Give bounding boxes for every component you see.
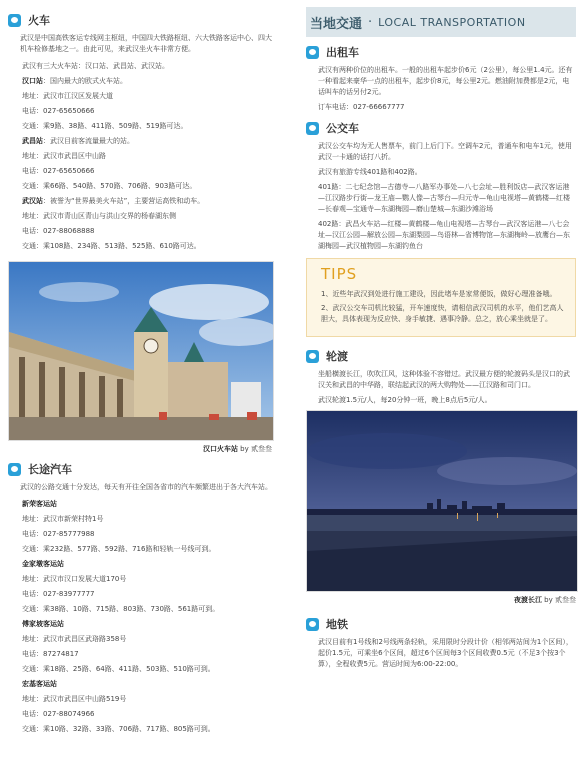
banner-separator: · <box>368 14 373 30</box>
station-illustration <box>9 262 273 440</box>
taxi-fares: 武汉有两种价位的出租车。一般的出租车起步价6元（2公里），每公里1.4元。还有一种看起来豪华一点的出租车，起步价8元，每公里2元。燃油附加费都是2元，电话叫车的话另付2元。 <box>318 66 573 96</box>
wuchang-station <box>8 134 272 149</box>
bullet-icon <box>306 618 319 631</box>
wuhan-desc: ：被誉为“世界最美火车站”，主要营运高铁和动车。 <box>43 197 205 205</box>
caption-author: by 贰叁叁 <box>541 596 576 604</box>
bullet-icon <box>306 46 319 59</box>
bullet-icon <box>8 463 21 476</box>
coach-station-phone: 电话：027-85777988 <box>22 530 95 538</box>
coach-station-transit: 交通：乘18路、25路、64路、411路、503路、510路可到。 <box>22 665 215 673</box>
coach-station-address: 地址：武汉市武昌区中山路519号 <box>22 695 127 703</box>
river-illustration <box>307 411 577 591</box>
banner-title-zh: 当地交通 <box>310 16 363 32</box>
taxi-title: 出租车 <box>326 46 359 59</box>
bus-tour-lines: 武汉有旅游专线401路和402路。 <box>318 168 422 176</box>
ferry-section-header <box>306 347 576 365</box>
bus-section-header <box>306 119 576 137</box>
wuchang-phone: 电话：027-65650666 <box>22 167 95 175</box>
taxi-phone: 订车电话：027-66667777 <box>318 103 405 111</box>
wuchang-desc: ：武汉目前客流量最大的站。 <box>43 137 134 145</box>
coach-station-transit: 交通：乘10路、32路、33路、706路、717路、805路可到。 <box>22 725 215 733</box>
coach-section-header <box>8 460 272 478</box>
ferry-title: 轮渡 <box>326 350 348 363</box>
wuchang-name: 武昌站 <box>22 137 43 145</box>
hankou-station <box>8 74 272 89</box>
wuchang-transit: 交通：乘66路、540路、570路、706路、903路可达。 <box>22 182 197 190</box>
taxi-section-header <box>306 43 576 61</box>
bullet-icon <box>306 350 319 363</box>
caption-title: 汉口火车站 <box>202 445 238 453</box>
hankou-transit: 交通：乘9路、38路、411路、509路、519路可达。 <box>22 122 188 130</box>
caption-author: by 贰叁叁 <box>237 445 272 453</box>
coach-station-phone: 电话：87274817 <box>22 650 79 658</box>
bus-route-402: 402路：武昌火车站—红楼—黄鹤楼—龟山电视塔—古琴台—武汉客运港—八七会址—汉江公园—解放公园—东湖梨园—鸟语林—省博物馆—东湖梅岭—放鹰台—东湖梅园—武汉植物园—东湖钓鱼台 <box>318 220 570 250</box>
tips-item: 2、武汉公交车司机比较猛，开车速度快，请相信武汉司机的水平，他们艺高人胆大，具体表现为反应快、身手敏捷、遇事冷静。总之，放心乘坐就是了。 <box>321 304 564 323</box>
train-intro: 武汉是中国高铁客运专线网主枢纽，中国四大铁路枢纽、六大铁路客运中心、四大机车检修基地之一。由此可见，来武汉坐火车非常方便。 <box>20 34 272 53</box>
coach-station-phone: 电话：027-83977777 <box>22 590 95 598</box>
ferry-fare: 武汉轮渡1.5元/人，每20分钟一班，晚上8点后5元/人。 <box>318 396 492 404</box>
coach-station-address: 地址：武汉市武昌区武珞路358号 <box>22 635 127 643</box>
coach-station-address: 地址：武汉市新荣村特1号 <box>22 515 104 523</box>
section-banner <box>306 7 576 37</box>
train-section-header <box>8 11 272 29</box>
coach-intro: 武汉的公路交通十分发达，每天有开往全国各省市的汽车频繁进出于各大汽车站。 <box>20 483 272 491</box>
hankou-name: 汉口站 <box>22 77 43 85</box>
tips-box <box>306 258 576 337</box>
coach-station-transit: 交通：乘38路、10路、715路、803路、730路、561路可到。 <box>22 605 220 613</box>
hankou-address: 地址：武汉市江汉区发展大道 <box>22 92 113 100</box>
bus-route-401: 401路：二七纪念馆—古德寺—八路军办事处—八七会址—胜利饭店—武汉客运港—江汉路步行街—龙王庙—鹦人像—古琴台—归元寺—龟山电视塔—黄鹤楼—红楼—长春观—宝通寺—东湖梅园—磨山楚城—东湖沙滩浴场 <box>318 183 570 213</box>
caption-title: 夜渡长江 <box>513 596 542 604</box>
bus-title: 公交车 <box>326 122 359 135</box>
bullet-icon <box>306 122 319 135</box>
hankou-phone: 电话：027-65650666 <box>22 107 95 115</box>
coach-station-name: 金家墩客运站 <box>22 560 64 568</box>
wuhan-station <box>8 194 272 209</box>
right-column <box>306 0 576 674</box>
wuchang-address: 地址：武汉市武昌区中山路 <box>22 152 106 160</box>
wuhan-address: 地址：武汉市青山区青山与洪山交界的杨春湖东侧 <box>22 212 176 220</box>
tips-item: 1、近些年武汉到处进行施工建设，因此堵车是家常便饭，做好心理准备哦。 <box>321 290 557 298</box>
hankou-photo-caption <box>8 444 272 454</box>
left-column <box>8 0 272 737</box>
coach-station-name: 新荣客运站 <box>22 500 57 508</box>
ferry-intro: 坐船横渡长江，吹吹江风，这种体验不容错过。武汉最方便的轮渡码头是汉口的武汉关和武昌的中华路，联结起武汉的两大购物处——江汉路和司门口。 <box>318 370 570 389</box>
metro-title: 地铁 <box>326 618 348 631</box>
coach-station-name: 宏基客运站 <box>22 680 57 688</box>
coach-station-phone: 电话：027-88074966 <box>22 710 95 718</box>
train-stations: 武汉有三大火车站：汉口站、武昌站、武汉站。 <box>22 62 169 70</box>
coach-station-transit: 交通：乘232路、577路、592路、716路和轻轨一号线可到。 <box>22 545 216 553</box>
metro-section-header <box>306 615 576 633</box>
wuhan-transit: 交通：乘108路、234路、513路、525路、610路可达。 <box>22 242 201 250</box>
yangtze-night-photo <box>306 410 578 592</box>
wuhan-name: 武汉站 <box>22 197 43 205</box>
hankou-station-photo <box>8 261 274 441</box>
wuhan-phone: 电话：027-88068888 <box>22 227 95 235</box>
coach-station-address: 地址：武汉市汉口发展大道170号 <box>22 575 127 583</box>
metro-info: 武汉目前有1号线和2号线两条轻轨，采用限时分段计价（相邻两站间为1个区间），起价1.5元，可乘坐6个区间，超过6个区间每3个区间收费0.5元（不足3个按3个算），全程收费5元。营运时间为6:00-22:00。 <box>318 638 573 668</box>
tips-title: TIPS <box>321 265 358 283</box>
hankou-desc: ：国内最大的欧式火车站。 <box>43 77 127 85</box>
coach-station-name: 傅家坡客运站 <box>22 620 64 628</box>
bullet-icon <box>8 14 21 27</box>
bus-intro: 武汉公交车均为无人售票车，前门上后门下。空调车2元，普通车和电车1元，使用武汉一卡通的话打八折。 <box>318 142 572 161</box>
train-title: 火车 <box>28 14 50 27</box>
banner-title-en: LOCAL TRANSPORTATION <box>378 15 526 29</box>
ferry-photo-caption <box>306 595 576 605</box>
coach-title: 长途汽车 <box>28 463 72 476</box>
